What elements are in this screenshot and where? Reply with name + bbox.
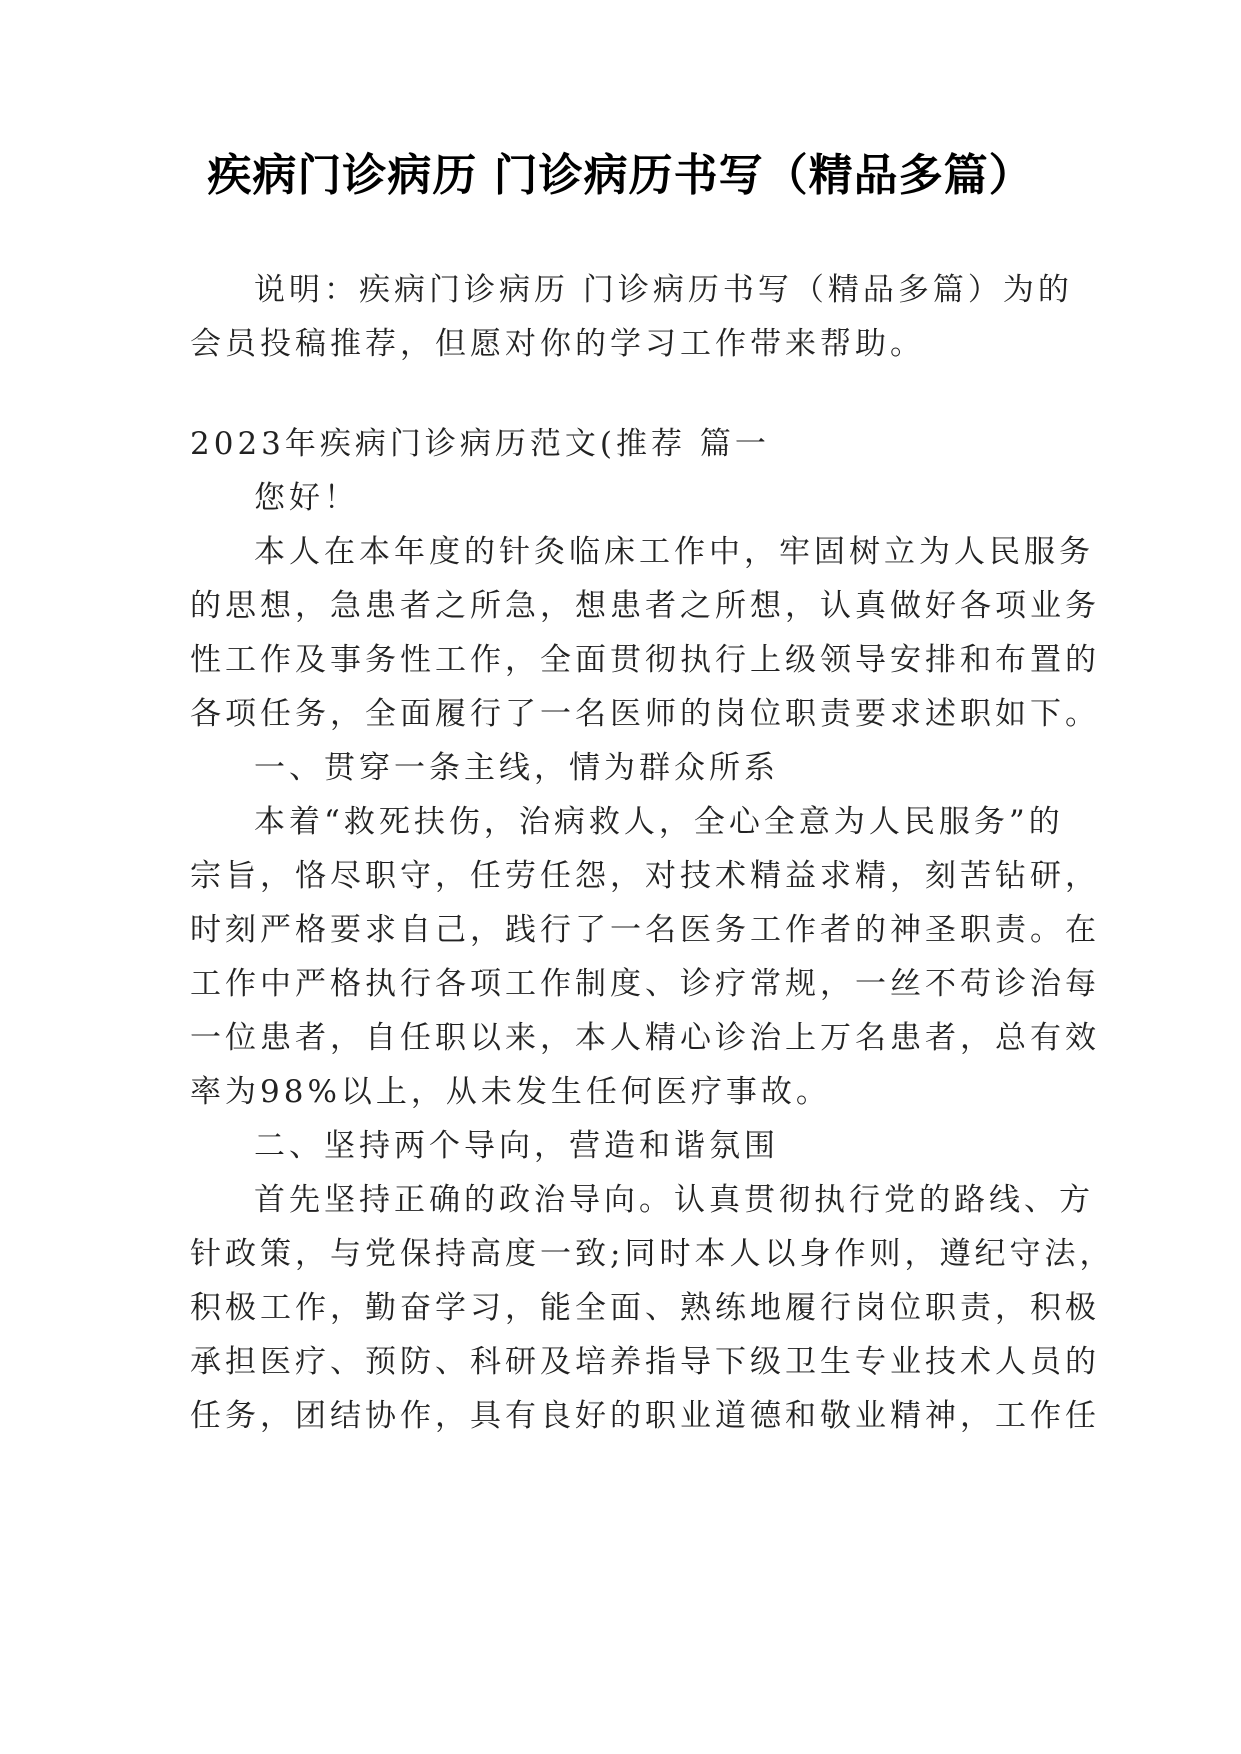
paragraph-line: 首先坚持正确的政治导向。认真贯彻执行党的路线、方: [254, 1182, 1094, 1218]
paragraph-line: 本着“救死扶伤，治病救人，全心全意为人民服务”的: [254, 804, 1064, 840]
section-heading: 2023年疾病门诊病历范文(推荐 篇一: [190, 426, 770, 462]
paragraph-line: 各项任务，全面履行了一名医师的岗位职责要求述职如下。: [190, 696, 1100, 732]
paragraph-line: 承担医疗、预防、科研及培养指导下级卫生专业技术人员的: [190, 1344, 1100, 1380]
subheading-2: 二、坚持两个导向，营造和谐氛围: [254, 1128, 779, 1164]
paragraph-line: 积极工作，勤奋学习，能全面、熟练地履行岗位职责，积极: [190, 1290, 1100, 1326]
paragraph-line: 率为98%以上，从未发生任何医疗事故。: [190, 1074, 831, 1110]
subheading-1: 一、贯穿一条主线，情为群众所系: [254, 750, 779, 786]
page-title: 疾病门诊病历 门诊病历书写（精品多篇）: [207, 150, 1034, 201]
paragraph-line: 性工作及事务性工作，全面贯彻执行上级领导安排和布置的: [190, 642, 1100, 678]
paragraph-line: 的思想，急患者之所急，想患者之所想，认真做好各项业务: [190, 588, 1100, 624]
paragraph-line: 时刻严格要求自己，践行了一名医务工作者的神圣职责。在: [190, 912, 1100, 948]
intro-line-2: 会员投稿推荐，但愿对你的学习工作带来帮助。: [190, 326, 925, 362]
paragraph-line: 工作中严格执行各项工作制度、诊疗常规，一丝不苟诊治每: [190, 966, 1100, 1002]
paragraph-line: 一位患者，自任职以来，本人精心诊治上万名患者，总有效: [190, 1020, 1100, 1056]
paragraph-line: 本人在本年度的针灸临床工作中，牢固树立为人民服务: [254, 534, 1094, 570]
paragraph-line: 针政策，与党保持高度一致;同时本人以身作则，遵纪守法，: [190, 1236, 1115, 1272]
intro-line-1: 说明：疾病门诊病历 门诊病历书写（精品多篇）为的: [254, 272, 1073, 308]
paragraph-line: 宗旨，恪尽职守，任劳任怨，对技术精益求精，刻苦钻研，: [190, 858, 1100, 894]
paragraph-line: 任务，团结协作，具有良好的职业道德和敬业精神，工作任: [190, 1398, 1100, 1434]
greeting: 您好！: [254, 480, 359, 516]
